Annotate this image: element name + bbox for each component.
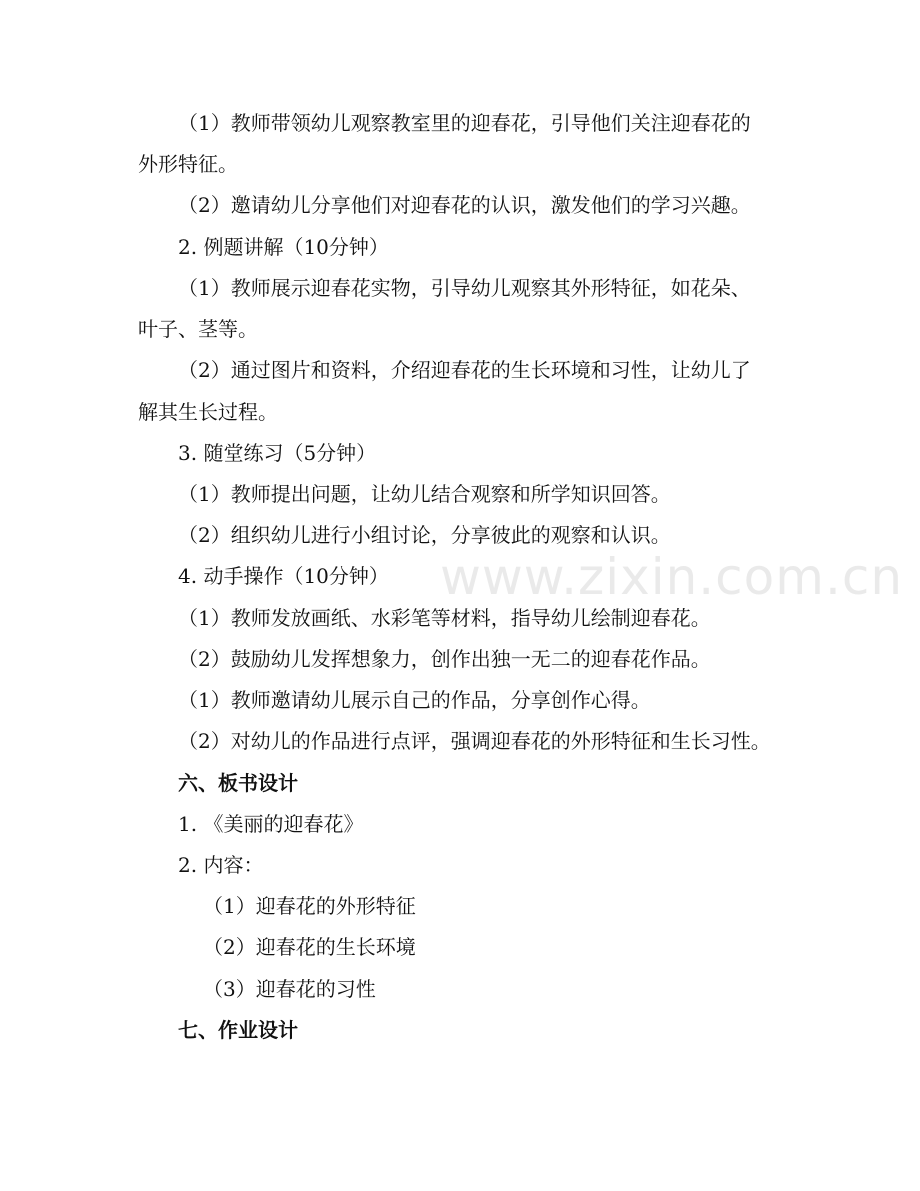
paragraph-line: （1）教师邀请幼儿展示自己的作品，分享创作心得。 (178, 688, 651, 712)
section-heading: 2. 例题讲解（10分钟） (178, 235, 389, 259)
chapter-heading: 六、板书设计 (178, 771, 298, 795)
paragraph-line: （1）教师带领幼儿观察教室里的迎春花，引导他们关注迎春花的 (178, 111, 751, 135)
chapter-heading: 七、作业设计 (178, 1018, 298, 1042)
paragraph-line: 叶子、茎等。 (138, 317, 258, 341)
list-item: 1. 《美丽的迎春花》 (178, 812, 364, 836)
paragraph-line: （2）鼓励幼儿发挥想象力，创作出独一无二的迎春花作品。 (178, 647, 711, 671)
paragraph-line: （1）教师发放画纸、水彩笔等材料，指导幼儿绘制迎春花。 (178, 606, 711, 630)
paragraph-line: （2）通过图片和资料，介绍迎春花的生长环境和习性，让幼儿了 (178, 358, 751, 382)
paragraph-line: （1）教师展示迎春花实物，引导幼儿观察其外形特征，如花朵、 (178, 276, 751, 300)
list-item: （3）迎春花的习性 (203, 977, 376, 1001)
watermark: www.zixin.com.cn (440, 548, 904, 606)
paragraph-line: 外形特征。 (138, 152, 238, 176)
list-item: 2. 内容： (178, 853, 264, 877)
list-item: （2）迎春花的生长环境 (203, 935, 416, 959)
paragraph-line: （2）邀请幼儿分享他们对迎春花的认识，激发他们的学习兴趣。 (178, 193, 751, 217)
paragraph-line: （2）组织幼儿进行小组讨论，分享彼此的观察和认识。 (178, 523, 671, 547)
paragraph-line: （2）对幼儿的作品进行点评，强调迎春花的外形特征和生长习性。 (178, 729, 771, 753)
section-heading: 4. 动手操作（10分钟） (178, 564, 389, 588)
section-heading: 3. 随堂练习（5分钟） (178, 441, 377, 465)
list-item: （1）迎春花的外形特征 (203, 894, 416, 918)
paragraph-line: （1）教师提出问题，让幼儿结合观察和所学知识回答。 (178, 482, 671, 506)
paragraph-line: 解其生长过程。 (138, 400, 278, 424)
